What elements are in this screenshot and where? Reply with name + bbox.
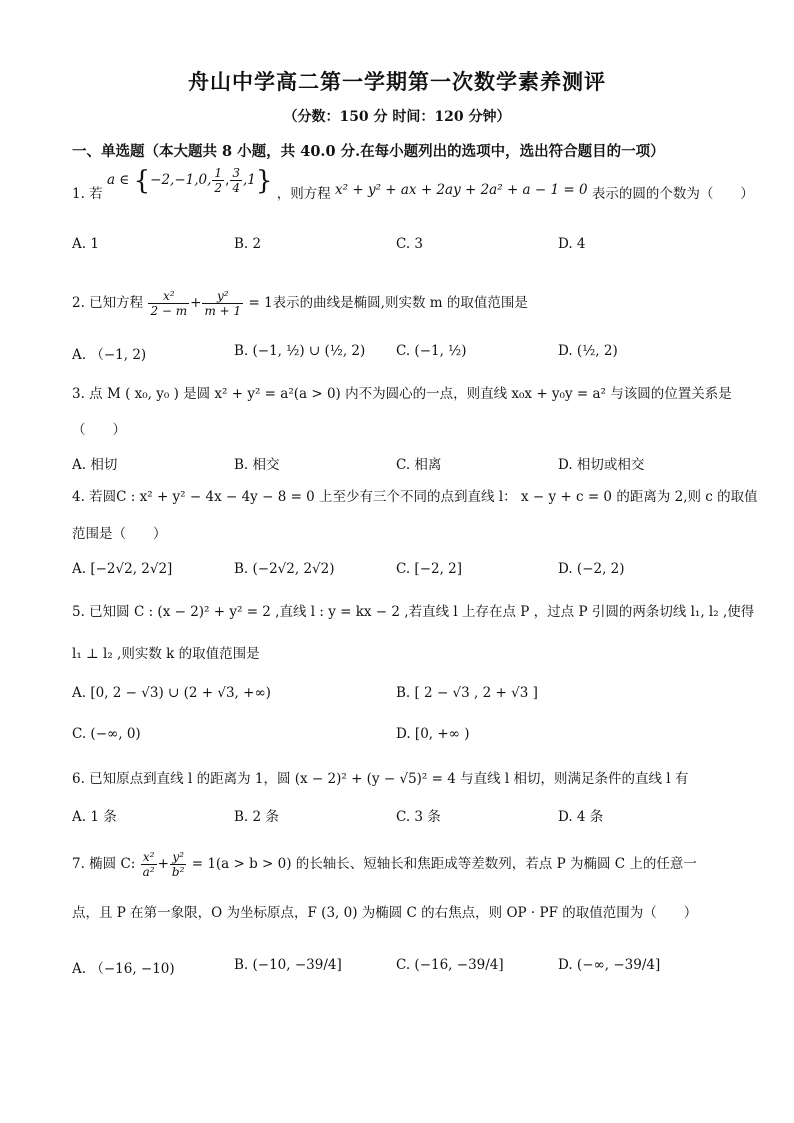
question-2: 2. 已知方程 $\frac{\text{x²}}{2 - m}$ + $\frac{\text{y²}}{m + 1}$ = 1表示的曲线是椭圆,则实数 m 的取值范围是 (72, 289, 528, 318)
q1-option-c: C. 3 (396, 236, 424, 252)
q4-option-a: A. [−2√2, 2√2] (72, 561, 173, 577)
q7-option-a: A. （−16, −10) (72, 961, 175, 977)
q5-option-d: D. [0, +∞ ) (396, 726, 470, 742)
q3-option-c: C. 相离 (396, 457, 442, 473)
q2-option-a: A. （−1, 2) (72, 347, 147, 363)
q1-option-b: B. 2 (234, 236, 262, 252)
question-4-line-2: 范围是（ ） (72, 526, 167, 542)
q3-option-d: D. 相切或相交 (558, 457, 645, 473)
q2-option-d: D. (½, 2) (558, 343, 618, 359)
q5-option-b: B. [ 2 − √3 , 2 + √3 ] (396, 685, 538, 701)
q2-option-c: C. (−1, ½) (396, 343, 467, 359)
q1-set-items: −2,−1,0, (150, 172, 212, 188)
q2-option-b: B. (−1, ½) ∪ (½, 2) (234, 343, 366, 359)
q2-text-end: = 1表示的曲线是椭圆,则实数 m 的取值范围是 (248, 295, 528, 311)
q7-option-d: D. (−∞, −39/4] (558, 957, 661, 973)
q1-text-end: 表示的圆的个数为（ ） (591, 186, 754, 202)
q1-equation: x² + y² + ax + 2ay + 2a² + a − 1 = 0 (335, 182, 588, 198)
question-3-line-1: 3. 点 M ( x₀, y₀ ) 是圆 x² + y² = a²(a > 0) 内不为圆心的一点，则直线 x₀x + y₀y = a² 与该圆的位置关系是 (72, 386, 732, 402)
q7-option-c: C. (−16, −39/4] (396, 957, 504, 973)
question-1: 1. 若 a ∈ {−2,−1,0, $\frac{1}{2}$ , $\frac{3}{4}$ ,1} ，则方程 x² + y² + ax + 2ay + 2a² + a − 1 = 0 表示的圆的个数为（ ） (72, 165, 754, 202)
q5-option-c: C. (−∞, 0) (72, 726, 141, 742)
q4-option-d: D. (−2, 2) (558, 561, 625, 577)
q2-number: 2. 已知方程 (72, 295, 144, 311)
question-5-line-2: l₁ ⊥ l₂ ,则实数 k 的取值范围是 (72, 646, 260, 662)
question-5-line-1: 5. 已知圆 C : (x − 2)² + y² = 2 ,直线 l : y = kx − 2 ,若直线 l 上存在点 P ，过点 P 引圆的两条切线 l₁, l₂ ,使得 (72, 604, 755, 620)
q1-option-a: A. 1 (72, 236, 99, 252)
q7-option-b: B. (−10, −39/4] (234, 957, 342, 973)
question-3-line-2: （ ） (72, 422, 126, 438)
section-heading: 一、单选题（本大题共 8 小题，共 40.0 分.在每小题列出的选项中，选出符合题目的一项） (72, 143, 665, 160)
q5-option-a: A. [0, 2 − √3) ∪ (2 + √3, +∞) (72, 685, 271, 701)
page-subtitle: （分数：150 分 时间：120 分钟） (283, 109, 511, 125)
q1-number: 1. 若 (72, 186, 103, 202)
page-title: 舟山中学高二第一学期第一次数学素养测评 (188, 69, 606, 94)
q4-option-c: C. [−2, 2] (396, 561, 463, 577)
q3-option-b: B. 相交 (234, 457, 280, 473)
question-7-line-1: 7. 椭圆 C: $\frac{\text{x²}}{\text{a²}}$ + $\frac{\text{y²}}{\text{b²}}$ = 1(a > b > 0) 的长轴长、短轴长和焦距成等差数列，若点 P 为椭圆 C 上的任意一 (72, 850, 697, 879)
question-4-line-1: 4. 若圆C : x² + y² − 4x − 4y − 8 = 0 上至少有三个不同的点到直线 l： x − y + c = 0 的距离为 2,则 c 的取值 (72, 489, 758, 505)
question-6: 6. 已知原点到直线 l 的距离为 1，圆 (x − 2)² + (y − √5)² = 4 与直线 l 相切，则满足条件的直线 l 有 (72, 771, 689, 787)
q7-number: 7. 椭圆 C: (72, 856, 136, 872)
q1-set-tail: ,1 (243, 172, 256, 188)
q3-option-a: A. 相切 (72, 457, 118, 473)
q6-option-b: B. 2 条 (234, 809, 279, 825)
q6-option-d: D. 4 条 (558, 809, 604, 825)
q4-option-b: B. (−2√2, 2√2) (234, 561, 335, 577)
q7-text-mid: = 1(a > b > 0) 的长轴长、短轴长和焦距成等差数列，若点 P 为椭圆 C 上的任意一 (191, 856, 697, 872)
q6-option-c: C. 3 条 (396, 809, 441, 825)
q6-option-a: A. 1 条 (72, 809, 117, 825)
question-7-line-2: 点，且 P 在第一象限，O 为坐标原点，F (3, 0) 为椭圆 C 的右焦点，则 OP · PF 的取值范围为（ ） (72, 905, 698, 921)
q1-text-mid: ，则方程 (276, 186, 331, 202)
q1-option-d: D. 4 (558, 236, 586, 252)
q1-set-lhs: a ∈ (106, 172, 130, 188)
